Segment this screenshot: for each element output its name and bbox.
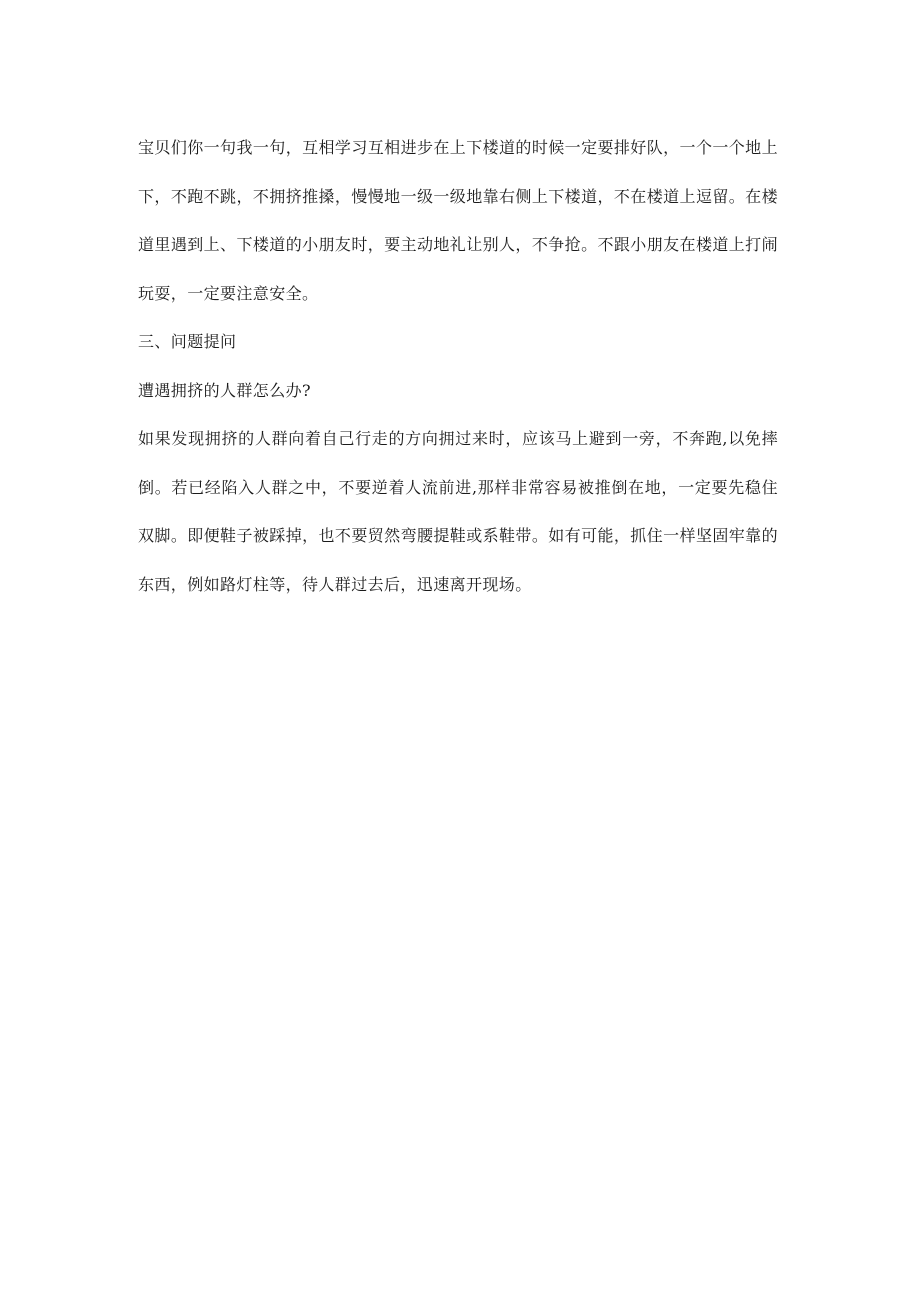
paragraph-stair-safety: 宝贝们你一句我一句，互相学习互相进步在上下楼道的时候一定要排好队，一个一个地上下，不跑不跳，不拥挤推搡，慢慢地一级一级地靠右侧上下楼道，不在楼道上逗留。在楼道里遇到上、下楼道的小朋友时，要主动地礼让别人，不争抢。不跟小朋友在楼道上打闹玩耍，一定要注意安全。 — [138, 138, 778, 303]
question-heading: 遭遇拥挤的人群怎么办? — [138, 380, 311, 400]
paragraph-crowd-safety: 如果发现拥挤的人群向着自己行走的方向拥过来时，应该马上避到一旁，不奔跑,以免摔倒。若已经陷入人群之中，不要逆着人流前进,那样非常容易被推倒在地，一定要先稳住双脚。即便鞋子被踩掉，也不要贸然弯腰提鞋或系鞋带。如有可能，抓住一样坚固牢靠的东西，例如路灯柱等，待人群过去后，迅速离开现场。 — [138, 429, 778, 594]
section-heading: 三、问题提问 — [138, 332, 237, 351]
document-page — [138, 124, 778, 609]
